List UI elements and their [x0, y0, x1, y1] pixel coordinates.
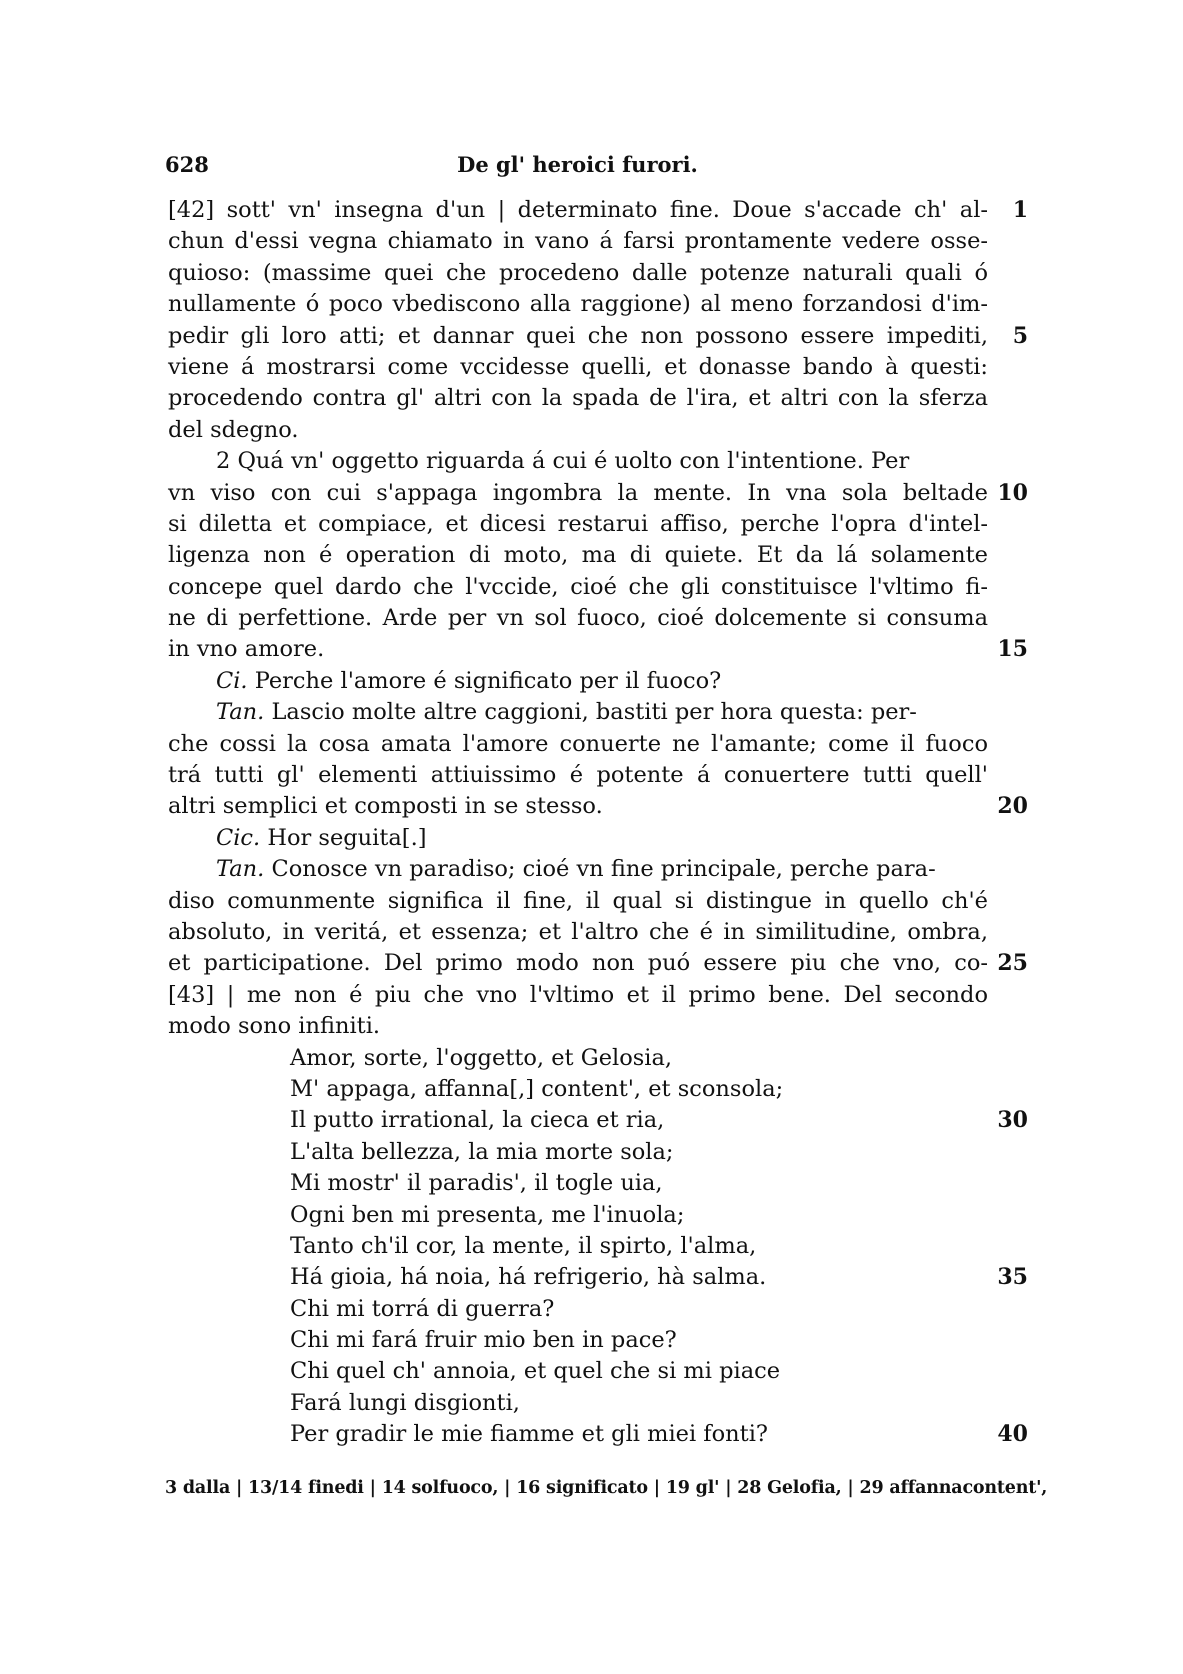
- line-text: Per gradir le mie fiamme et gli miei fonti?: [290, 1421, 768, 1448]
- verse-line: [168, 1074, 1178, 1105]
- line-number: 5: [1012, 322, 1028, 349]
- line-text: nullamente ó poco vbediscono alla raggione) al meno forzandosi d'im-: [168, 291, 988, 318]
- text-line: [168, 540, 1178, 571]
- line-text: Conosce vn paradiso; cioé vn fine principale, perche para-: [271, 856, 936, 883]
- verse-line: [168, 1105, 1178, 1136]
- line-text: procedendo contra gl' altri con la spada de l'ira, et altri con la sferza: [168, 385, 988, 412]
- line-number: 30: [997, 1107, 1028, 1134]
- line-text: del sdegno.: [168, 416, 299, 443]
- text-line: [168, 258, 1178, 289]
- line-text: pedir gli loro atti; et dannar quei che non possono essere impediti,: [168, 322, 988, 349]
- text-line: [168, 352, 1178, 383]
- line-text: Chi mi torrá di guerra?: [290, 1295, 555, 1322]
- line-text: Lascio molte altre caggioni, bastiti per hora questa: per-: [271, 699, 917, 726]
- text-line: [168, 886, 1178, 917]
- speaker-label: Tan.: [216, 856, 265, 883]
- line-number: 25: [997, 950, 1028, 977]
- verse-line: [168, 1231, 1178, 1262]
- line-text: che cossi la cosa amata l'amore conuerte ne l'amante; come il fuoco: [168, 730, 988, 757]
- line-text: Mi mostr' il paradis', il togle uia,: [290, 1170, 663, 1197]
- speaker-label: Ci.: [216, 667, 248, 694]
- verse-line: [168, 1200, 1178, 1231]
- line-text: Chi mi fará fruir mio ben in pace?: [290, 1327, 677, 1354]
- text-line: [168, 289, 1178, 320]
- line-text: Amor, sorte, l'oggetto, et Gelosia,: [290, 1044, 673, 1071]
- line-text: Há gioia, há noia, há refrigerio, hà salma.: [290, 1264, 767, 1291]
- line-text: Tanto ch'il cor, la mente, il spirto, l'alma,: [290, 1232, 757, 1259]
- line-text: altri semplici et composti in se stesso.: [168, 793, 603, 820]
- line-text: L'alta bellezza, la mia morte sola;: [290, 1138, 674, 1165]
- text-line: [168, 321, 1178, 352]
- verse-line: [168, 1137, 1178, 1168]
- line-number: 15: [997, 636, 1028, 663]
- text-line: [168, 415, 1178, 446]
- verse-line: [168, 1168, 1178, 1199]
- line-text: si diletta et compiace, et dicesi restarui affiso, perche l'opra d'intel-: [168, 510, 988, 537]
- line-text: Il putto irrational, la cieca et ria,: [290, 1107, 665, 1134]
- speaker-label: Tan.: [216, 699, 265, 726]
- line-text: Fará lungi disgionti,: [290, 1389, 520, 1416]
- line-text: Perche l'amore é significato per il fuoco?: [254, 667, 722, 694]
- line-text: ne di perfettione. Arde per vn sol fuoco, cioé dolcemente si consuma: [168, 605, 988, 632]
- text-line: [168, 603, 1178, 634]
- line-text: vn viso con cui s'appaga ingombra la mente. In vna sola beltade: [168, 479, 988, 506]
- line-text: modo sono infiniti.: [168, 1013, 381, 1040]
- text-line: [168, 666, 1178, 697]
- verse-line: [168, 1294, 1178, 1325]
- text-line: [168, 697, 1178, 728]
- line-text: trá tutti gl' elementi attiuissimo é potente á conuertere tutti quell': [168, 762, 988, 789]
- text-line: [168, 226, 1178, 257]
- verse-line: [168, 1356, 1178, 1387]
- text-line: [168, 980, 1178, 1011]
- text-line: [168, 791, 1178, 822]
- text-line: [168, 195, 1178, 226]
- speaker-label: Cic.: [216, 824, 261, 851]
- line-number: 40: [997, 1421, 1028, 1448]
- running-head: De gl' heroici furori.: [457, 152, 698, 177]
- page-header: [165, 152, 990, 182]
- footnote-apparatus: 3 dalla | 13/14 finedi | 14 solfuoco, | 16 significato | 19 gl' | 28 Gelofia, | 29 affannacontent',: [165, 1478, 1048, 1498]
- line-number: 35: [997, 1264, 1028, 1291]
- line-text: ligenza non é operation di moto, ma di quiete. Et da lá solamente: [168, 542, 988, 569]
- text-line: [168, 854, 1178, 885]
- line-text: Ogni ben mi presenta, me l'inuola;: [290, 1201, 685, 1228]
- page-number: 628: [165, 152, 209, 177]
- verse-line: [168, 1325, 1178, 1356]
- line-text: Chi quel ch' annoia, et quel che si mi piace: [290, 1358, 781, 1385]
- line-text: in vno amore.: [168, 636, 325, 663]
- line-text: diso comunmente significa il fine, il qual si distingue in quello ch'é: [168, 887, 988, 914]
- text-line: [168, 634, 1178, 665]
- line-text: et participatione. Del primo modo non puó essere piu che vno, co-: [168, 950, 988, 977]
- line-text: viene á mostrarsi come vccidesse quelli, et donasse bando à questi:: [168, 353, 988, 380]
- line-text: chun d'essi vegna chiamato in vano á farsi prontamente vedere osse-: [168, 228, 988, 255]
- text-line: [168, 760, 1178, 791]
- line-text: M' appaga, affanna[,] content', et sconsola;: [290, 1075, 784, 1102]
- main-text: [168, 195, 1178, 1451]
- line-text: Hor seguita[.]: [267, 824, 427, 851]
- line-text: absoluto, in veritá, et essenza; et l'altro che é in similitudine, ombra,: [168, 918, 988, 945]
- text-line: [168, 1011, 1178, 1042]
- text-line: [168, 948, 1178, 979]
- verse-line: [168, 1419, 1178, 1450]
- text-line: [168, 823, 1178, 854]
- text-line: [168, 729, 1178, 760]
- text-line: [168, 917, 1178, 948]
- line-text: quioso: (massime quei che procedeno dalle potenze naturali quali ó: [168, 259, 988, 286]
- text-line: [168, 509, 1178, 540]
- verse-line: [168, 1262, 1178, 1293]
- verse-line: [168, 1388, 1178, 1419]
- text-line: [168, 478, 1178, 509]
- line-number: 10: [997, 479, 1028, 506]
- line-text: concepe quel dardo che l'vccide, cioé che gli constituisce l'vltimo fi-: [168, 573, 988, 600]
- line-text: [42] sott' vn' insegna d'un | determinato fine. Doue s'accade ch' al-: [168, 197, 988, 223]
- line-number: 20: [997, 793, 1028, 820]
- verse-line: [168, 1043, 1178, 1074]
- text-line: [168, 572, 1178, 603]
- line-number: 1: [1012, 197, 1028, 223]
- text-line: [168, 383, 1178, 414]
- line-text: [43] | me non é piu che vno l'vltimo et il primo bene. Del secondo: [168, 981, 988, 1008]
- text-line: [168, 446, 1178, 477]
- line-text: 2 Quá vn' oggetto riguarda á cui é uolto con l'intentione. Per: [216, 448, 910, 475]
